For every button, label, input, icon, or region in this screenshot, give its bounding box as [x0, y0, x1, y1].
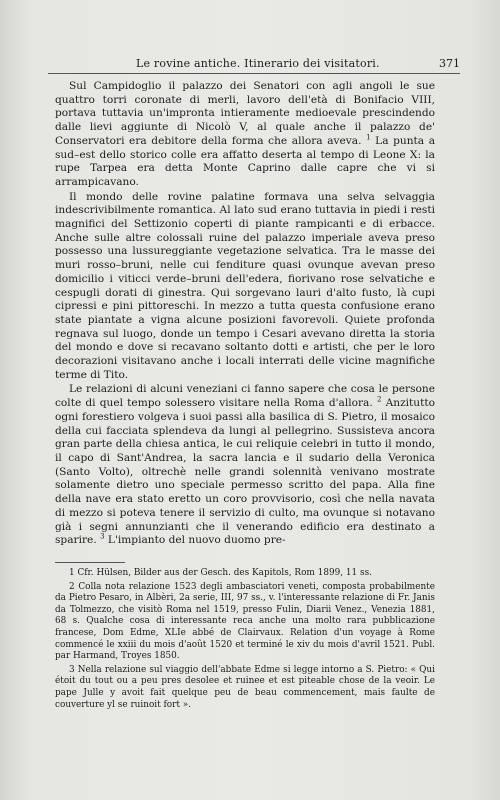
paragraph-text: Le relazioni di alcuni veneziani ci fanno sapere che cosa le persone colte di quel tempo solessero visitare nella Roma d'allora.	[55, 383, 435, 410]
footnote-ref: 2	[376, 395, 382, 404]
running-head: Le rovine antiche. Itinerario dei visitatori.	[136, 57, 380, 70]
paragraph-text-end: L'impianto del nuovo duomo pre-	[107, 534, 286, 547]
paragraph-text: Sul Campidoglio il palazzo dei Senatori con agli angoli le sue quattro torri coronate di merli, lavoro dell'età di Bonifacio VIII, portava tuttavia un'impronta intieramente medioevale prescindendo dalle lievi aggiunte di Nicolò V, al quale anche il palazzo de' Conservatori era debitore della forma che allora aveva.	[55, 80, 435, 147]
footnote-ref: 1	[366, 133, 371, 142]
main-text	[55, 80, 435, 548]
paragraph-text-continued: La punta a sud–est dello storico colle era affatto deserta al tempo di Leone X: la rupe Tarpea era detta Monte Caprino dalle capre che vi si arrampicavano.	[55, 134, 436, 188]
footnote-divider	[55, 562, 125, 563]
paragraph-venetians	[55, 383, 435, 547]
footnote-3: 3 Nella relazione sul viaggio dell'abbate Edme si legge intorno a S. Pietro: « Qui étoit du tout ou a peu pres desolee et ruinee et est piteable chose de la veoir. Le pape Julle y avoit fait quelque peu de beau commencement, mais faulte de couverture yl se ruinoit fort ».	[55, 664, 435, 710]
paragraph-palatine	[55, 191, 435, 383]
footnote-1: 1 Cfr. Hülsen, Bilder aus der Gesch. des Kapitols, Rom 1899, 11 ss.	[69, 568, 372, 578]
footnotes	[55, 568, 435, 711]
footnote-2: 2 Colla nota relazione 1523 degli ambasciatori veneti, composta probabilmente da Pietro Pesaro, in Albèri, 2a serie, III, 97 ss., v. l'interessante relazione di Fr. Janis da Tolmezzo, che visitò Roma nel 1519, presso Fulin, Diarii Venez., Venezia 1881, 68 s. Qualche cosa di interessante reca anche una molto rara pubblicazione francese, Dom Edme, XLIe abbé de Clairvaux. Relation d'un voyage à Rome commencé le xxiii du mois d'août 1520 et terminé le xiv du mois d'avril 1521. Publ. par Harmand, Troyes 1850.	[55, 581, 435, 662]
paragraph-campidoglio	[55, 80, 435, 190]
paragraph-text: Il mondo delle rovine palatine formava una selva selvaggia indescrivibilmente romantica. Al lato sud erano tuttavia in piedi i resti magnifici del Settizonio coperti di piante rampicanti e di erbacce. Anche sulle altre colossali ruine del palazzo imperiale aveva preso possesso una lussureggiante vegetazione selvatica. Tra le masse dei muri rosso–bruni, nelle cui fenditure quasi ovunque avevan preso domicilio i viticci verde–bruni dell'edera, fiorivano rose selvatiche e cespugli dorati di ginestra. Qui sorgevano lauri d'alto fusto, là cupi cipressi e pini pittoreschi. In mezzo a tutta questa confusione erano state piantate a vigna alcune posizioni favorevoli. Quiete profonda regnava sul luogo, donde un tempo i Cesari avevano diretta la storia del mondo e dove si recavano soltanto dotti e artisti, che per le loro decorazioni visitavano anche i locali interrati delle vicine magnifiche terme di Tito.	[55, 190, 435, 381]
page-header	[48, 55, 460, 74]
page-number: 371	[439, 57, 460, 70]
paragraph-text-continued: Anzitutto ogni forestiero volgeva i suoi passi alla basilica di S. Pietro, il mosaico della cui facciata splendeva da lungi al pellegrino. Sussisteva ancora gran parte della chiesa antica, le cui reliquie celebri in tutto il mondo, il capo di Sant'Andrea, la sacra lancia e il sudario della Veronica (Santo Volto), oltrechè nelle grandi solennità venivano mostrate solamente dietro uno speciale permesso scritto del papa. Alla fine della nave era stato eretto un coro provvisorio, così che nella navata di mezzo si poteva tenere il servizio di culto, ma ovunque si notavano già i segni annunzianti che il venerando edificio era destinato a sparire.	[55, 397, 436, 547]
footnote-ref: 3	[100, 532, 105, 541]
